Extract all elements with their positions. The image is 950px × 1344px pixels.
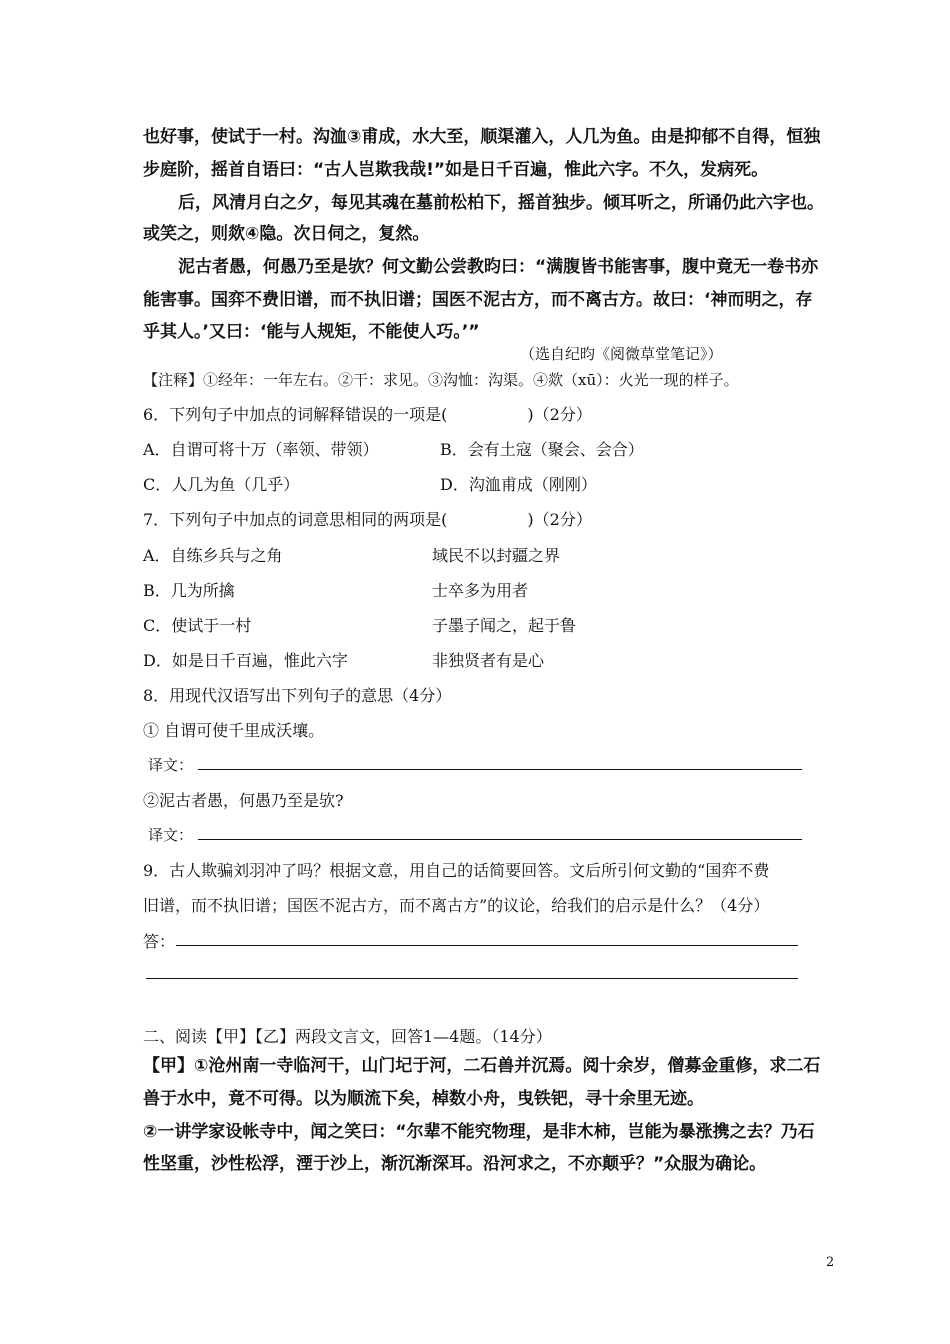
section-2-heading: 二、阅读【甲】【乙】两段文言文，回答1—4题。（14分）: [143, 1027, 552, 1046]
question-8-answer-line-1[interactable]: [198, 769, 802, 770]
passage1-line2: 步庭阶，摇首自语曰：“古人岂欺我哉!”如是日千百遍，惟此六字。不久，发病死。: [143, 160, 769, 180]
question-7-option-c-left: C．使试于一村: [143, 616, 252, 635]
passage1-line5: 泥古者愚，何愚乃至是欤？何文勤公尝教昀曰：“满腹皆书能害事，腹中竟无一卷书亦: [178, 257, 819, 277]
question-7-option-a-left: A．自练乡兵与之角: [143, 546, 283, 565]
question-8-stem: 8．用现代汉语写出下列句子的意思（4分）: [143, 686, 452, 705]
question-8-answer-line-2[interactable]: [198, 839, 802, 840]
question-6-option-a: A．自谓可将十万（率领、带领）: [143, 440, 379, 459]
question-7-option-c-right: 子墨子闻之，起于鲁: [432, 616, 577, 635]
passage1-line4: 或笑之，则欻④隐。次日伺之，复然。: [143, 224, 430, 244]
question-7-stem: 7．下列句子中加点的词意思相同的两项是( )（2分）: [143, 510, 592, 529]
question-6-stem: 6．下列句子中加点的词解释错误的一项是( )（2分）: [143, 405, 592, 424]
question-9-line2: 旧谱，而不执旧谱；国医不泥古方，而不离古方”的议论，给我们的启示是什么？（4分）: [143, 896, 770, 915]
question-6-option-d: D．沟洫甫成（刚刚）: [440, 475, 597, 494]
passage1-line3: 后，风清月白之夕，每见其魂在墓前松柏下，摇首独步。倾耳听之，所诵仍此六字也。: [178, 193, 824, 213]
question-7-option-d-left: D．如是日千百遍，惟此六字: [143, 651, 348, 670]
question-6-option-b: B．会有土寇（聚会、会合）: [440, 440, 644, 459]
annotation-notes: 【注释】①经年：一年左右。②干：求见。③沟恤：沟渠。④欻（xū）：火光一现的样子。: [143, 371, 739, 389]
passage1-line7: 乎其人。’又曰：‘能与人规矩，不能使人巧。’”: [143, 322, 480, 342]
question-9-answer-label: 答：: [143, 932, 176, 951]
question-8-answer-label-2: 译文：: [148, 826, 194, 844]
page-number: 2: [826, 1255, 835, 1270]
section-2-line4: 性坚重，沙性松浮，湮于沙上，渐沉渐深耳。沿河求之，不亦颠乎？”众服为确论。: [143, 1154, 767, 1174]
section-2-line3: ②一讲学家设帐寺中，闻之笑曰：“尔辈不能究物理，是非木柿，岂能为暴涨携之去？乃石: [143, 1122, 815, 1142]
question-9-answer-line-2[interactable]: [146, 978, 798, 979]
question-8-item-1: ① 自谓可使千里成沃壤。: [143, 721, 325, 740]
passage1-line1: 也好事，使试于一村。沟洫③甫成，水大至，顺渠灌入，人几为鱼。由是抑郁不自得，恒独: [143, 127, 821, 147]
question-7-option-d-right: 非独贤者有是心: [432, 651, 545, 670]
question-9-answer-line-1[interactable]: [176, 945, 798, 946]
question-8-answer-label-1: 译文：: [148, 756, 194, 774]
question-7-option-a-right: 域民不以封疆之界: [432, 546, 561, 565]
passage1-line6: 能害事。国弈不费旧谱，而不执旧谱；国医不泥古方，而不离古方。故曰：‘神而明之，存: [143, 290, 813, 310]
question-6-option-c: C．人几为鱼（几乎）: [143, 475, 300, 494]
question-9-line1: 9．古人欺骗刘羽冲了吗？根据文意，用自己的话简要回答。文后所引何文勤的“国弈不费: [143, 861, 770, 880]
question-7-option-b-left: B．几为所擒: [143, 581, 235, 600]
question-7-option-b-right: 士卒多为用者: [432, 581, 529, 600]
section-2-line2: 兽于水中，竟不可得。以为顺流下矣，棹数小舟，曳铁钯，寻十余里无迹。: [143, 1089, 704, 1109]
section-2-line1: 【甲】①沧州南一寺临河干，山门圮于河，二石兽并沉焉。阅十余岁，僧募金重修，求二石: [143, 1056, 821, 1076]
question-8-item-2: ②泥古者愚，何愚乃至是欤?: [143, 791, 344, 810]
source-citation: （选自纪昀《阅微草堂笔记》）: [520, 345, 723, 363]
